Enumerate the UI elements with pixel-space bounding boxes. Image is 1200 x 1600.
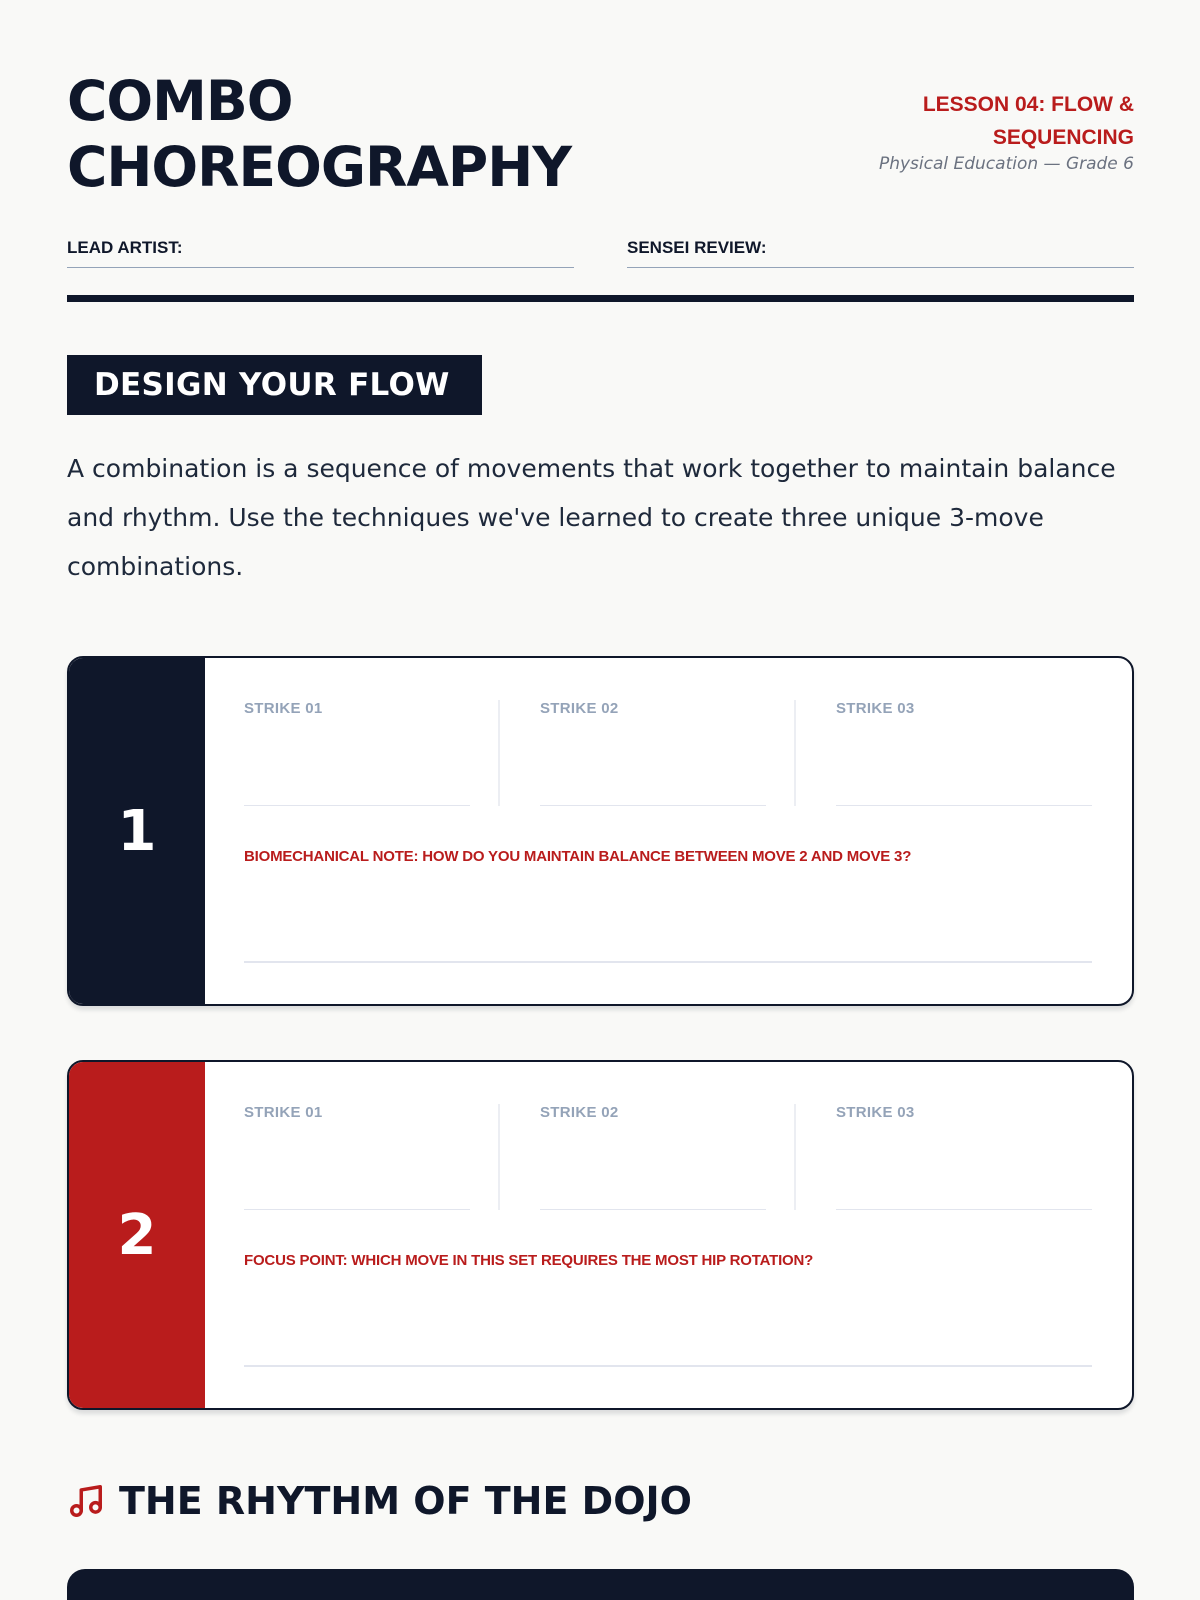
strike-answer-line [244, 1209, 470, 1211]
strike-field-1[interactable] [244, 700, 470, 806]
lesson-label: LESSON 04: FLOW & SEQUENCING [922, 93, 1134, 149]
page-title-line-1: COMBO [67, 69, 293, 133]
combo-card-2 [67, 1060, 1134, 1410]
strike-label: STRIKE 03 [836, 700, 915, 717]
page-title-line-2: CHOREOGRAPHY [67, 135, 572, 199]
rhythm-section-heading [67, 1476, 692, 1526]
column-divider [794, 1104, 796, 1210]
rhythm-panel [67, 1569, 1134, 1600]
strike-label: STRIKE 01 [244, 1104, 323, 1121]
strike-label: STRIKE 02 [540, 1104, 619, 1121]
music-note-icon [67, 1482, 105, 1520]
intro-paragraph: A combination is a sequence of movements that work together to maintain balance and rhythm. Use the techniques we've learned to create three unique 3-move combinations. [67, 454, 1116, 581]
strike-label: STRIKE 03 [836, 1104, 915, 1121]
strike-answer-line [244, 805, 470, 807]
subject-label: Physical Education — Grade 6 [878, 154, 1134, 174]
note-answer-line[interactable] [244, 961, 1092, 963]
strike-field-3[interactable] [836, 700, 1094, 806]
page-title [67, 68, 571, 200]
note-answer-line[interactable] [244, 1365, 1092, 1367]
strike-field-3[interactable] [836, 1104, 1094, 1210]
sensei-review-label: SENSEI REVIEW: [627, 238, 767, 257]
column-divider [498, 1104, 500, 1210]
combo-note-prompt: FOCUS POINT: WHICH MOVE IN THIS SET REQUIRES THE MOST HIP ROTATION? [244, 1252, 814, 1269]
page-header [67, 68, 1134, 208]
lead-artist-label: LEAD ARTIST: [67, 238, 183, 257]
rhythm-title: THE RHYTHM OF THE DOJO [119, 1479, 692, 1523]
strike-field-2[interactable] [540, 700, 766, 806]
strike-field-1[interactable] [244, 1104, 470, 1210]
strike-answer-line [836, 805, 1092, 807]
lead-artist-field[interactable] [67, 236, 574, 268]
column-divider [794, 700, 796, 806]
strike-field-2[interactable] [540, 1104, 766, 1210]
section-heading: DESIGN YOUR FLOW [67, 355, 482, 415]
strike-label: STRIKE 02 [540, 700, 619, 717]
header-divider [67, 295, 1134, 302]
strike-label: STRIKE 01 [244, 700, 323, 717]
column-divider [498, 700, 500, 806]
combo-number-badge: 2 [69, 1062, 205, 1408]
sensei-review-field[interactable] [627, 236, 1134, 268]
strike-answer-line [540, 1209, 766, 1211]
combo-card-1 [67, 656, 1134, 1006]
strike-answer-line [836, 1209, 1092, 1211]
strike-answer-line [540, 805, 766, 807]
combo-note-prompt: BIOMECHANICAL NOTE: HOW DO YOU MAINTAIN BALANCE BETWEEN MOVE 2 AND MOVE 3? [244, 848, 912, 865]
combo-number-badge: 1 [69, 658, 205, 1004]
